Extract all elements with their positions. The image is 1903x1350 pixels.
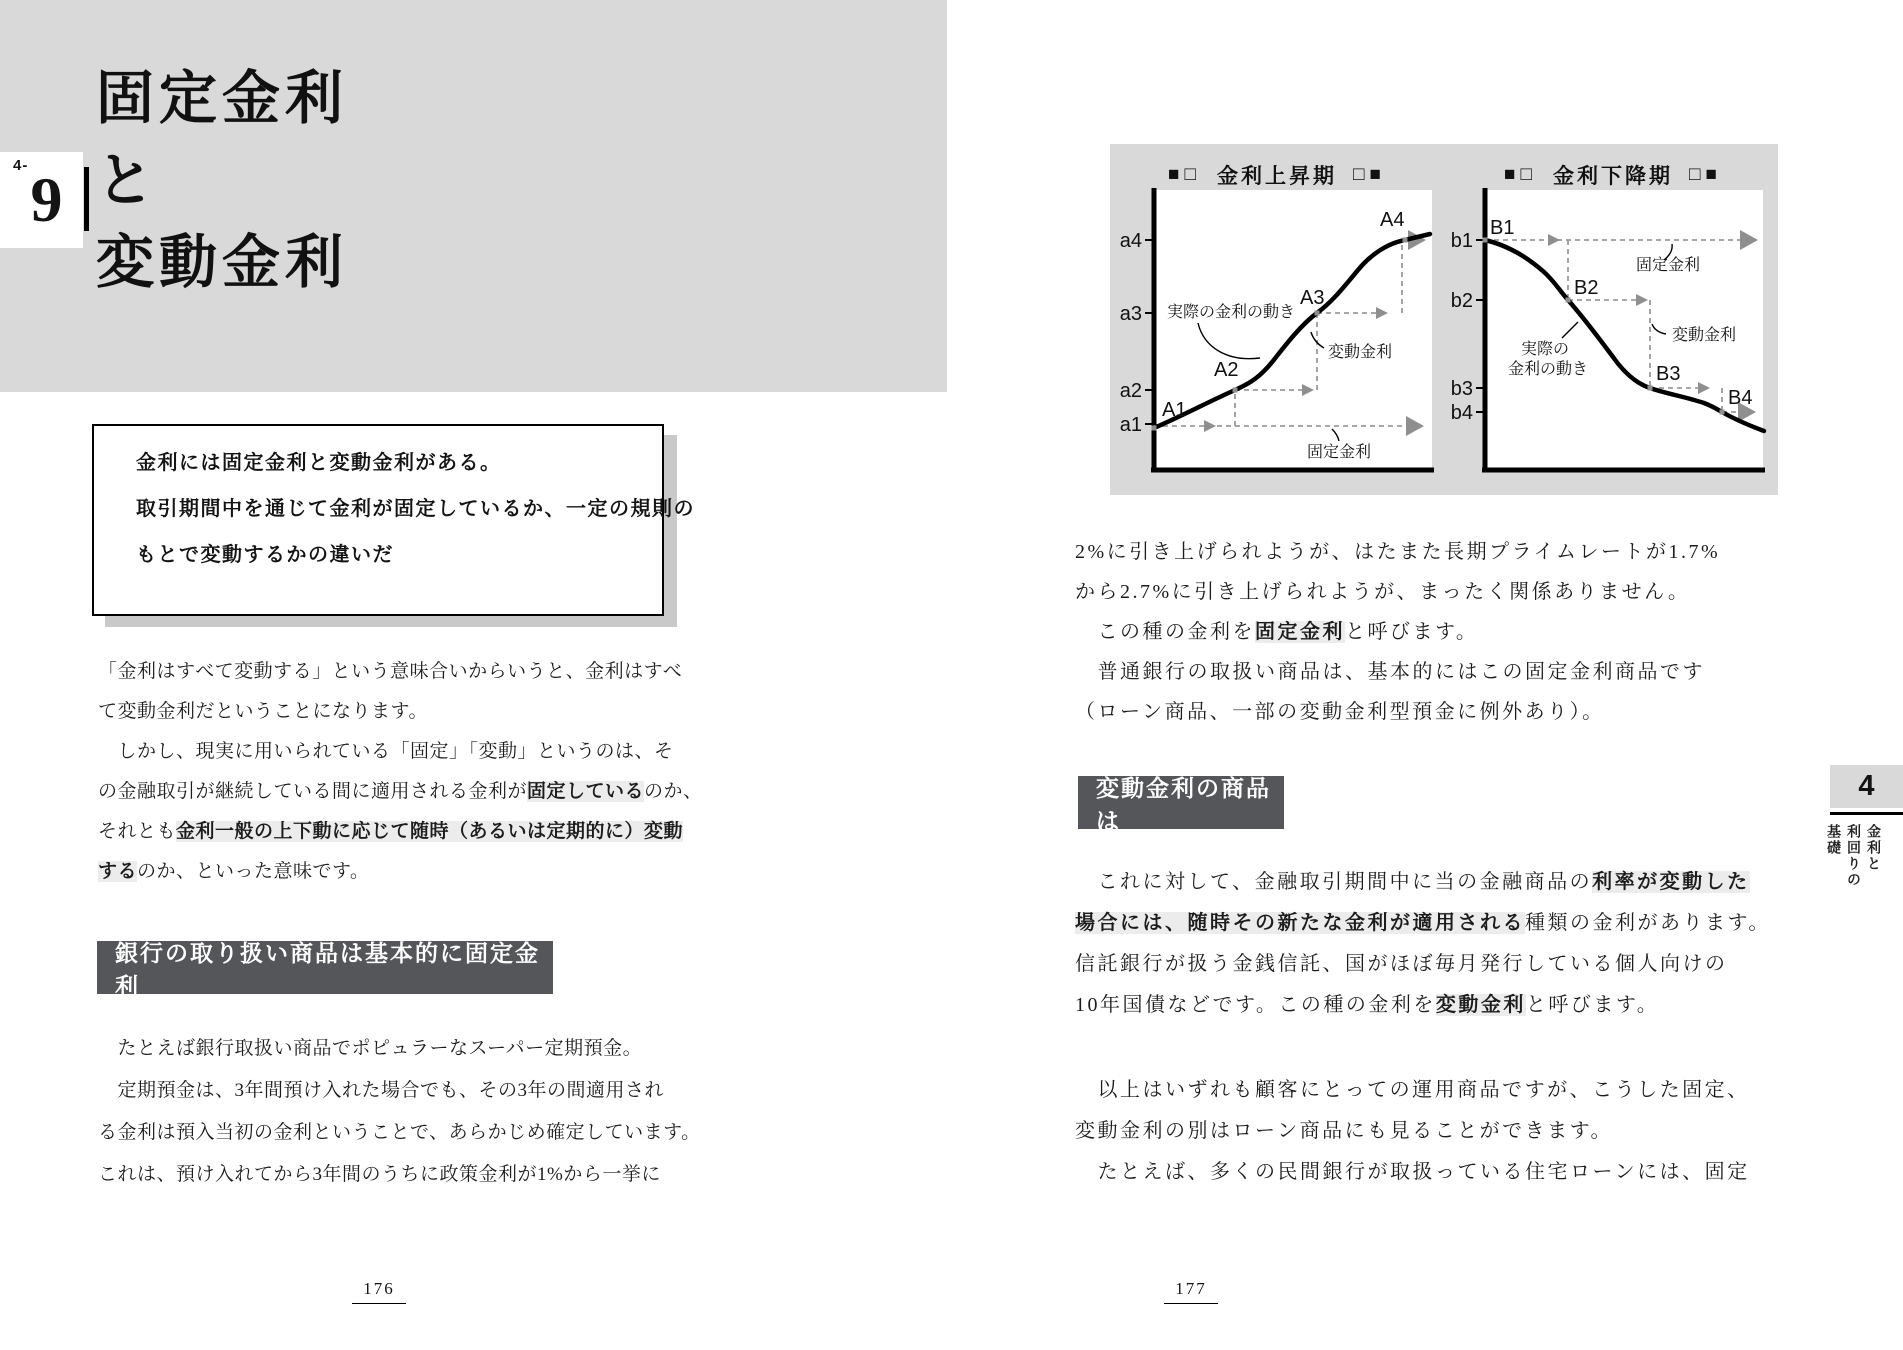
text-segment: 固定金利 bbox=[1255, 621, 1345, 643]
text-segment: たとえば銀行取扱い商品でポピュラーなスーパー定期預金。 bbox=[98, 1038, 643, 1059]
body-paragraphs-2 bbox=[98, 1028, 701, 1196]
title-deco-right: □■ bbox=[1353, 164, 1386, 185]
text-segment: 信託銀行が扱う金銭信託、国がほぼ毎月発行している個人向けの bbox=[1075, 953, 1728, 975]
y-tick-label: b1 bbox=[1450, 230, 1473, 252]
title-deco-left: ■□ bbox=[1504, 164, 1537, 185]
text-segment: る金利は預入当初の金利ということで、あらかじめ確定しています。 bbox=[98, 1122, 701, 1143]
body-paragraphs-1 bbox=[98, 652, 703, 892]
text-segment: 変動金利 bbox=[1435, 994, 1526, 1016]
text-segment: する bbox=[98, 861, 138, 882]
y-tick-label: b4 bbox=[1450, 402, 1473, 424]
annotation-actual-rate-line1: 実際の bbox=[1520, 341, 1570, 358]
text-segment: のか、 bbox=[644, 781, 703, 802]
y-tick-label: b2 bbox=[1450, 290, 1473, 312]
text-segment: これは、預け入れてから3年間のうちに政策金利が1%から一挙に bbox=[98, 1164, 661, 1185]
text-line bbox=[1075, 1070, 1750, 1111]
text-line bbox=[98, 652, 703, 692]
chapter-number: 9 bbox=[30, 164, 63, 235]
text-line bbox=[98, 1028, 701, 1070]
chapter-volume: 4- bbox=[13, 157, 29, 174]
section-heading-fixed-rate bbox=[97, 939, 553, 999]
text-segment: 定期預金は、3年間預け入れた場合でも、その3年の間適用され bbox=[98, 1080, 665, 1101]
chapter-tab-number-label: 4 bbox=[1858, 770, 1875, 802]
text-line bbox=[136, 486, 695, 532]
section-heading-label: 変動金利の商品は bbox=[1096, 774, 1271, 834]
annotation-fixed-rate: 固定金利 bbox=[1307, 444, 1372, 461]
text-segment: （ローン商品、一部の変動金利型預金に例外あり）。 bbox=[1075, 701, 1605, 723]
left-page-number: 176 bbox=[352, 1279, 406, 1304]
text-line bbox=[1075, 985, 1771, 1026]
y-tick-label: a2 bbox=[1119, 380, 1142, 402]
title-deco-left: ■□ bbox=[1168, 164, 1201, 185]
title-divider-bar bbox=[84, 167, 89, 231]
summary-box bbox=[92, 424, 695, 616]
text-segment: と呼びます。 bbox=[1345, 621, 1479, 643]
annotation-actual-rate: 実際の金利の動き bbox=[1167, 304, 1296, 321]
body-paragraphs-5 bbox=[1075, 1070, 1750, 1193]
text-line bbox=[136, 440, 662, 486]
chapter-tab-title-column: 利回りの bbox=[1846, 824, 1862, 888]
text-segment: 場合には、随時その新たな金利が適用される bbox=[1075, 912, 1525, 934]
title-deco-right: □■ bbox=[1689, 164, 1722, 185]
text-segment: この種の金利を bbox=[1075, 621, 1255, 643]
text-segment: 2%に引き上げられようが、はたまた長期プライムレートが1.7% bbox=[1075, 541, 1721, 563]
page-title-line: 固定金利 bbox=[96, 66, 349, 131]
text-line bbox=[1075, 944, 1771, 985]
y-tick-label: a4 bbox=[1119, 230, 1142, 252]
text-line bbox=[1075, 612, 1720, 652]
text-segment: 「金利はすべて変動する」という意味合いからいうと、金利はすべ bbox=[98, 661, 683, 682]
text-segment: 変動金利の別はローン商品にも見ることができます。 bbox=[1075, 1120, 1613, 1142]
text-segment: たとえば、多くの民間銀行が取扱っている住宅ローンには、固定 bbox=[1075, 1161, 1750, 1183]
point-label: A2 bbox=[1214, 359, 1239, 381]
chapter-tab-rule bbox=[1830, 812, 1903, 815]
text-line bbox=[1075, 1152, 1750, 1193]
text-segment: から2.7%に引き上げられようが、まったく関係ありません。 bbox=[1075, 581, 1691, 603]
text-segment: これに対して、金融取引期間中に当の金融商品の bbox=[1075, 871, 1593, 893]
chart-title-label: 金利下降期 bbox=[1553, 165, 1673, 188]
text-line bbox=[98, 1112, 701, 1154]
plot-area bbox=[1154, 190, 1432, 470]
text-segment: 10年国債などです。この種の金利を bbox=[1075, 994, 1436, 1016]
y-tick-label: b3 bbox=[1450, 378, 1473, 400]
text-line bbox=[98, 732, 703, 772]
text-line bbox=[98, 772, 703, 812]
text-segment: 金利には固定金利と変動金利がある。 bbox=[136, 452, 502, 474]
text-segment: のか、といった意味です。 bbox=[137, 861, 370, 882]
text-segment: て変動金利だということになります。 bbox=[98, 701, 428, 722]
point-label: B3 bbox=[1656, 363, 1681, 385]
text-segment: もとで変動するかの違いだ bbox=[136, 544, 394, 566]
text-segment: 取引期間中を通じて金利が固定しているか、一定の規則の bbox=[136, 498, 695, 520]
text-line bbox=[1075, 572, 1720, 612]
point-label: B1 bbox=[1490, 217, 1515, 239]
point-label: A1 bbox=[1162, 399, 1187, 421]
text-segment: 固定している bbox=[527, 781, 645, 802]
point-label: B2 bbox=[1574, 277, 1599, 299]
annotation-variable-rate: 変動金利 bbox=[1328, 344, 1393, 361]
annotation-fixed-rate: 固定金利 bbox=[1636, 257, 1701, 274]
text-segment: それとも bbox=[98, 821, 177, 842]
chart-rising-rates bbox=[1112, 186, 1442, 486]
section-heading-label: 銀行の取り扱い商品は基本的に固定金利 bbox=[115, 939, 540, 999]
text-segment: しかし、現実に用いられている「固定」「変動」というのは、そ bbox=[98, 741, 674, 762]
text-line bbox=[1075, 903, 1771, 944]
section-heading-variable-rate bbox=[1078, 774, 1284, 834]
text-line bbox=[98, 812, 703, 852]
text-segment: 種類の金利があります。 bbox=[1525, 912, 1771, 934]
point-label: A4 bbox=[1380, 209, 1405, 231]
annotation-variable-rate: 変動金利 bbox=[1672, 327, 1737, 344]
text-line bbox=[98, 1070, 701, 1112]
figure-panel bbox=[1110, 144, 1778, 495]
point-label: A3 bbox=[1300, 287, 1325, 309]
body-paragraphs-3 bbox=[1075, 532, 1720, 732]
point-label: B4 bbox=[1728, 387, 1753, 409]
text-line bbox=[136, 532, 662, 578]
chart-title-label: 金利上昇期 bbox=[1217, 165, 1337, 188]
text-line bbox=[98, 692, 703, 732]
text-line bbox=[1075, 692, 1720, 732]
chapter-tab-title-column: 金利と bbox=[1866, 824, 1882, 872]
chapter-tab-title bbox=[1822, 824, 1884, 916]
text-line bbox=[1075, 1111, 1750, 1152]
chapter-tab-number bbox=[1830, 765, 1903, 808]
text-line bbox=[98, 852, 703, 892]
text-line bbox=[1075, 532, 1720, 572]
text-segment: 利率が変動した bbox=[1592, 871, 1750, 893]
chart-falling-rates bbox=[1448, 186, 1778, 486]
chapter-tab-title-column: 基礎 bbox=[1826, 824, 1842, 856]
text-segment: の金融取引が継続している間に適用される金利が bbox=[98, 781, 528, 802]
text-line bbox=[98, 1154, 701, 1196]
chapter-number-box bbox=[0, 152, 83, 248]
text-line bbox=[1075, 862, 1771, 903]
annotation-actual-rate-line2: 金利の動き bbox=[1507, 361, 1589, 378]
text-segment: 以上はいずれも顧客にとっての運用商品ですが、こうした固定、 bbox=[1075, 1079, 1750, 1101]
page-title bbox=[96, 58, 348, 304]
right-page-number: 177 bbox=[1164, 1279, 1218, 1304]
text-segment: と呼びます。 bbox=[1525, 994, 1660, 1016]
text-segment: 金利一般の上下動に応じて随時（あるいは定期的に）変動 bbox=[176, 821, 684, 842]
page-title-line: 変動金利 bbox=[96, 230, 349, 295]
body-paragraphs-4 bbox=[1075, 862, 1771, 1026]
text-line bbox=[1075, 652, 1720, 692]
y-tick-label: a1 bbox=[1119, 414, 1142, 436]
y-tick-label: a3 bbox=[1119, 303, 1142, 325]
text-segment: 普通銀行の取扱い商品は、基本的にはこの固定金利商品です bbox=[1075, 661, 1705, 683]
page-title-line: と bbox=[96, 148, 160, 213]
